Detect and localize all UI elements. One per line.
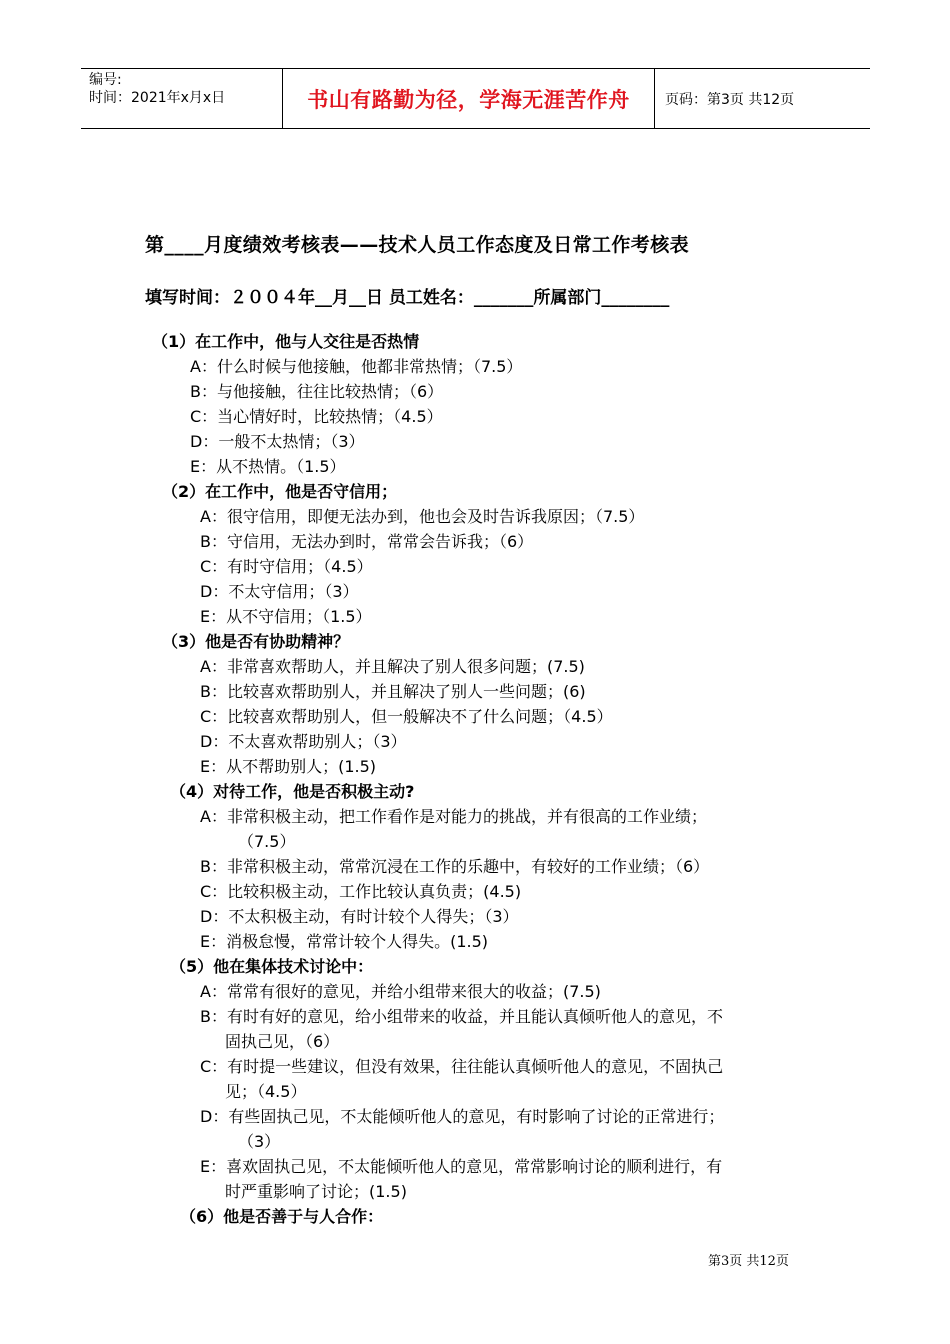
question-3: （3）他是否有协助精神？ bbox=[162, 632, 350, 651]
option-3e: E：从不帮助别人；(1.5) bbox=[200, 757, 377, 776]
option-5a: A：常常有很好的意见，并给小组带来很大的收益；(7.5) bbox=[200, 982, 601, 1001]
option-5e: E：喜欢固执己见，不太能倾听他人的意见，常常影响讨论的顺利进行，有 bbox=[200, 1157, 723, 1176]
option-4c: C：比较积极主动，工作比较认真负责；(4.5) bbox=[200, 882, 522, 901]
question-5: （5）他在集体技术讨论中： bbox=[170, 957, 374, 976]
option-5c: C：有时提一些建议，但没有效果，往往能认真倾听他人的意见，不固执己 bbox=[200, 1057, 724, 1076]
option-4e: E：消极怠慢，常常计较个人得失。(1.5) bbox=[200, 932, 489, 951]
option-2b: B：守信用，无法办到时，常常会告诉我；（6） bbox=[200, 532, 534, 551]
time-label: 时间：2021年x月x日 bbox=[89, 90, 226, 106]
option-5d-continued: （3） bbox=[238, 1132, 281, 1151]
option-3a: A：非常喜欢帮助人，并且解决了别人很多问题；(7.5) bbox=[200, 657, 585, 676]
question-4: （4）对待工作，他是否积极主动? bbox=[170, 782, 415, 801]
option-1c: C：当心情好时，比较热情；（4.5） bbox=[190, 407, 443, 426]
header-page-info: 页码：第3页 共12页 bbox=[665, 91, 795, 108]
option-1b: B：与他接触，往往比较热情；（6） bbox=[190, 382, 444, 401]
option-3c: C：比较喜欢帮助别人，但一般解决不了什么问题；（4.5） bbox=[200, 707, 613, 726]
page-header bbox=[81, 68, 870, 129]
header-meta bbox=[81, 69, 282, 128]
question-2: （2）在工作中，他是否守信用； bbox=[162, 482, 398, 501]
option-1a: A：什么时候与他接触，他都非常热情；（7.5） bbox=[190, 357, 523, 376]
number-label: 编号: bbox=[89, 72, 122, 88]
question-1: （1）在工作中，他与人交往是否热情 bbox=[152, 332, 420, 351]
option-1d: D：一般不太热情；（3） bbox=[190, 432, 365, 451]
option-2a: A：很守信用，即便无法办到，他也会及时告诉我原因；（7.5） bbox=[200, 507, 645, 526]
question-6: （6）他是否善于与人合作： bbox=[180, 1207, 384, 1226]
document-title: 第____月度绩效考核表——技术人员工作态度及日常工作考核表 bbox=[145, 234, 690, 256]
header-motto: 书山有路勤为径，学海无涯苦作舟 bbox=[282, 69, 655, 128]
option-4a-continued: （7.5） bbox=[238, 832, 296, 851]
option-4b: B：非常积极主动，常常沉浸在工作的乐趣中，有较好的工作业绩；（6） bbox=[200, 857, 710, 876]
page-footer: 第3页 共12页 bbox=[708, 1254, 789, 1269]
fill-info-line: 填写时间：２００４年__月__日 员工姓名：_______所属部门________ bbox=[145, 288, 670, 308]
option-5e-continued: 时严重影响了讨论；(1.5) bbox=[225, 1182, 407, 1201]
option-2e: E：从不守信用；（1.5） bbox=[200, 607, 372, 626]
option-3d: D：不太喜欢帮助别人；（3） bbox=[200, 732, 407, 751]
option-5b: B：有时有好的意见，给小组带来的收益，并且能认真倾听他人的意见，不 bbox=[200, 1007, 723, 1026]
option-5d: D：有些固执己见，不太能倾听他人的意见，有时影响了讨论的正常进行； bbox=[200, 1107, 725, 1126]
option-4d: D：不太积极主动，有时计较个人得失；（3） bbox=[200, 907, 519, 926]
option-5c-continued: 见；（4.5） bbox=[225, 1082, 307, 1101]
option-2d: D：不太守信用；（3） bbox=[200, 582, 359, 601]
option-4a: A：非常积极主动，把工作看作是对能力的挑战，并有很高的工作业绩； bbox=[200, 807, 707, 826]
option-2c: C：有时守信用；（4.5） bbox=[200, 557, 373, 576]
option-3b: B：比较喜欢帮助别人，并且解决了别人一些问题；(6) bbox=[200, 682, 586, 701]
option-5b-continued: 固执己见，（6） bbox=[225, 1032, 340, 1051]
option-1e: E：从不热情。（1.5） bbox=[190, 457, 346, 476]
